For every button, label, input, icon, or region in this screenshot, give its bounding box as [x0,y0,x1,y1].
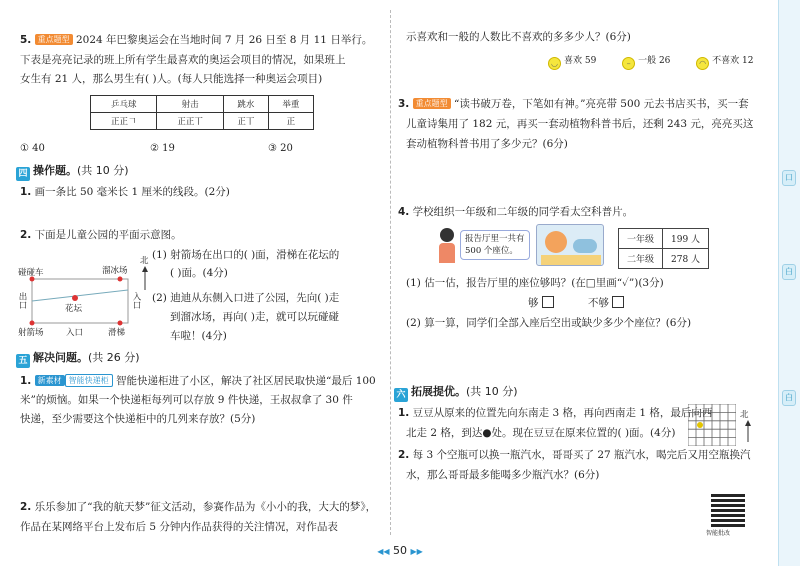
not-enough-choice[interactable] [588,296,624,310]
question-text: 套动植物科普书用了多少元？(6分) [406,138,568,150]
bumper-car-label: 碰碰车 [18,268,44,278]
qr-code-icon[interactable] [711,493,745,527]
table-header: 射击 [157,96,223,113]
question-number: 1. [398,407,410,419]
table-cell: 278 人 [663,249,709,269]
section-points: (共 10 分) [77,164,129,177]
face-label: 不喜欢 12 [712,56,754,66]
table-cell: 正丅 [223,113,268,130]
column-divider [390,10,391,535]
face-label: 喜欢 59 [564,56,597,66]
table-header: 乒乓球 [91,96,157,113]
question-text: 下表是亮亮记录的班上所有学生最喜欢的奥运会项目的情况，如果班上 [20,54,346,66]
table-header: 举重 [268,96,313,113]
side-tab[interactable]: 口 [782,170,796,186]
not-enough-checkbox[interactable] [612,296,624,308]
enough-label: 够 [528,297,539,309]
question-text: 智能快递柜进了小区，解决了社区居民取快递“最后 100 [115,375,376,387]
extend-1-line-1 [398,406,712,420]
table-header: 跳水 [223,96,268,113]
question-text: 北走 2 格，到达●处。现在豆豆在原来位置的( )面。(4分) [406,427,676,439]
girl-illustration [438,228,456,264]
question-text: 示喜欢和一般的人数比不喜欢的多多少人？(6分) [406,31,631,43]
left-column [17,0,386,540]
question-text: “读书破万卷，下笔如有神。”亮亮带 500 元去书店买书，买一套 [453,98,749,110]
side-tab[interactable]: 白 [782,390,796,406]
not-enough-label: 不够 [588,297,609,309]
north-arrow-icon [744,420,752,442]
page-number [0,544,800,557]
right-column [398,0,770,540]
park-map [17,256,150,342]
face-label: 一般 26 [638,56,671,66]
sad-face-icon: ◠ [696,57,709,70]
question-text: 下面是儿童公园的平面示意图。 [34,229,182,241]
subquestion-text: 到溜冰场，再向( )走，就可以玩碰碰 [170,311,340,323]
olympic-tally-table [90,95,314,130]
section-4-title [16,163,129,181]
section-points: (共 10 分) [466,385,518,398]
prev-page-icon[interactable]: ◀◀ [377,547,390,556]
question-number: 2. [398,449,410,461]
section-title-text: 拓展提优。 [411,385,466,398]
section-title-text: 解决问题。 [33,351,88,364]
happy-face-icon: ◡ [548,57,561,70]
question-text: 女生有 21 人，那么男生有( )人。(每人只能选择一种奥运会项目) [20,73,323,85]
question-5-line-1 [20,33,372,47]
north-label: 北 [140,256,149,266]
flower-bed-label: 花坛 [65,304,83,314]
side-tab[interactable]: 白 [782,264,796,280]
question-text: 快递，至少需要这个快递柜中的几列来存放？(5分) [20,413,256,425]
subquestion-text: (1) 射箭场在出口的( )面，滑梯在花坛的 [152,249,340,261]
section-icon: 四 [16,167,30,181]
question-text: 作品在某网络平台上发布后 5 分钟内作品获得的关注情况，对作品表 [20,521,338,533]
next-page-icon[interactable]: ▶▶ [410,547,423,556]
space-movie-image [536,224,604,266]
question-number: 5. [20,34,32,46]
question-number: 1. [20,186,32,198]
question-number: 4. [398,206,410,218]
question-text: 乐乐参加了“我的航天梦”征文活动，参赛作品为《小小的我，大大的梦》， [34,501,377,513]
table-cell: 二年级 [619,249,663,269]
slide-label: 滑梯 [108,328,126,338]
question-number: 1. [20,375,32,387]
section-5-title [16,350,140,368]
section-icon: 六 [394,388,408,402]
qr-label: 智能批改 [706,530,731,537]
section-6-title [394,384,518,402]
question-text: 儿童诗集用了 182 元，再买一套动植物科普书后，还剩 243 元，亮亮买这 [406,118,754,130]
north-label: 北 [740,410,749,420]
key-type-badge: 重点题型 [35,34,73,45]
question-text: 每 3 个空瓶可以换一瓶汽水，哥哥买了 27 瓶汽水，喝完后又用空瓶换汽 [412,449,751,461]
solve-4-line-1 [398,205,633,219]
entrance-label: 入口 [131,292,141,309]
enough-checkbox[interactable] [542,296,554,308]
section-title-text: 操作题。 [33,164,77,177]
solve-3-line-1 [398,97,749,111]
operation-1 [20,185,230,199]
table-cell: 199 人 [663,229,709,249]
extend-2-line-1 [398,448,751,462]
subquestion-text: ( )面。(4分) [170,267,228,279]
table-cell: 正正丅 [157,113,223,130]
question-number: 2. [20,501,32,513]
topic-badge: 智能快递柜 [65,374,113,387]
skating-rink-label: 溜冰场 [102,266,128,276]
operation-2 [20,228,182,242]
question-text: 学校组织一年级和二年级的同学看太空科普片。 [412,206,634,218]
question-text: 米”的烦恼。如果一个快递柜每列可以存放 9 件快递，王叔叔拿了 30 件 [20,394,353,406]
archery-label: 射箭场 [18,328,44,338]
entrance-label: 入口 [66,328,84,338]
neutral-face-icon: – [622,57,635,70]
table-cell: 正 [268,113,313,130]
reaction-faces [548,54,753,70]
solve-2-line-1 [20,500,376,514]
right-sidebar [778,0,800,566]
section-points: (共 26 分) [88,351,140,364]
option-1[interactable]: ① 40 [20,143,45,154]
question-text: 水，那么哥哥最多能喝多少瓶汽水？(6分) [406,469,600,481]
subquestion-text: (2) 迪迪从东侧入口进了公园，先向( )走 [152,292,340,304]
subquestion-text: 车啦！(4分) [170,330,227,342]
position-grid [688,404,736,446]
exit-label: 出口 [17,292,27,309]
question-text: 2024 年巴黎奥运会在当地时间 7 月 26 日至 8 月 11 日举行。 [75,34,373,46]
question-text: 豆豆从原来的位置先向东南走 3 格，再向西南走 1 格，最后向西 [412,407,713,419]
question-number: 2. [20,229,32,241]
new-material-badge: 新素材 [35,375,65,386]
bubble-text: 报告厅里一共有 [465,234,525,244]
solve-1-line-1 [20,374,376,388]
key-type-badge: 重点题型 [413,98,451,109]
page-number-text: 50 [393,544,407,557]
speech-bubble [460,230,530,260]
option-2[interactable]: ② 19 [150,143,175,154]
subquestion-text: (1) 估一估，报告厅里的座位够吗？(在□里画“✓”)(3分) [406,277,664,289]
enough-choice[interactable] [528,296,554,310]
section-icon: 五 [16,354,30,368]
option-3[interactable]: ③ 20 [268,143,293,154]
question-text: 画一条比 50 毫米长 1 厘米的线段。(2分) [34,186,230,198]
bubble-text: 500 个座位。 [465,246,518,256]
subquestion-text: (2) 算一算，同学们全部入座后空出或缺少多少个座位？(6分) [406,317,692,329]
grade-count-table [618,228,709,269]
table-cell: 正正𠃍 [91,113,157,130]
table-cell: 一年级 [619,229,663,249]
question-number: 3. [398,98,410,110]
